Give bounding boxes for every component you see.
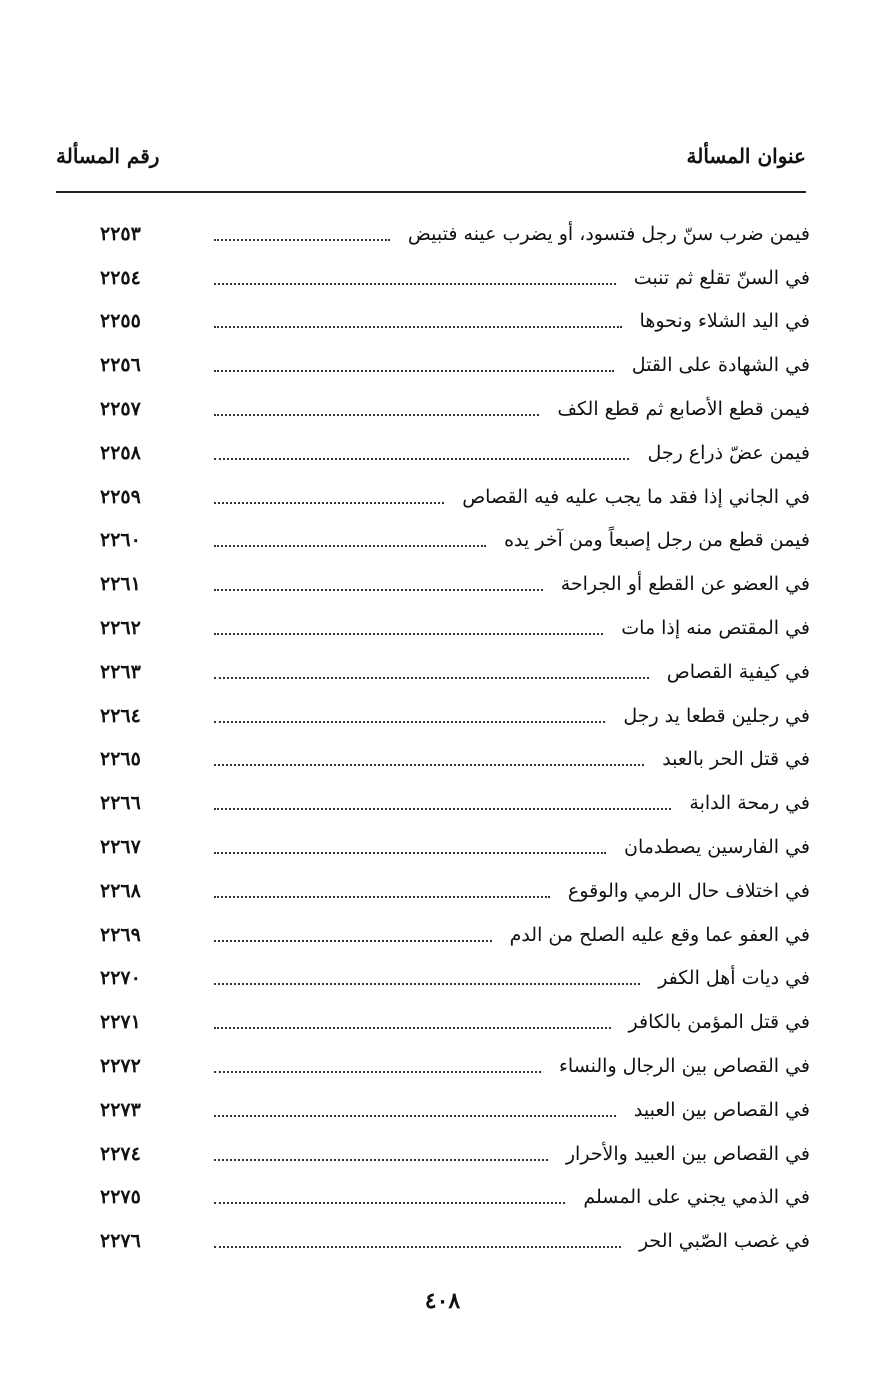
toc-row: [100, 1132, 810, 1176]
toc-row: [100, 1044, 810, 1088]
toc-entry-title: في القصاص بين الرجال والنساء: [558, 1055, 810, 1078]
title-column-header: عنوان المسألة: [686, 144, 806, 168]
toc-entry-title: فيمن عضّ ذراع رجل: [647, 441, 810, 464]
dot-leader: [214, 545, 486, 547]
toc-entry-number: ٢٢٦٧: [100, 836, 141, 859]
toc-row: [100, 869, 810, 913]
dot-leader: [214, 721, 605, 723]
toc-entry-title: في السنّ تقلع ثم تنبت: [633, 266, 810, 289]
toc-entry-number: ٢٢٥٦: [100, 354, 141, 377]
toc-entry-title: في العفو عما وقع عليه الصلح من الدم: [509, 923, 810, 946]
toc-entry-number: ٢٢٧٦: [100, 1230, 141, 1253]
toc-entry-number: ٢٢٧٣: [100, 1098, 141, 1121]
toc-entry-number: ٢٢٦٤: [100, 704, 141, 727]
toc-row: [100, 1088, 810, 1132]
dot-leader: [214, 1115, 616, 1117]
toc-entry-title: في غصب الصّبي الحر: [638, 1230, 810, 1253]
toc-row: [100, 343, 810, 387]
toc-row: [100, 256, 810, 300]
dot-leader: [214, 370, 614, 372]
dot-leader: [214, 633, 603, 635]
toc-entry-number: ٢٢٧٢: [100, 1055, 141, 1078]
toc-row: [100, 1000, 810, 1044]
toc-entry-number: ٢٢٦٥: [100, 748, 141, 771]
toc-row: [100, 694, 810, 738]
toc-entry-number: ٢٢٥٧: [100, 398, 141, 421]
toc-entry-number: ٢٢٧٥: [100, 1186, 141, 1209]
toc-row: [100, 300, 810, 344]
toc-entry-title: فيمن قطع من رجل إصبعاً ومن آخر يده: [504, 529, 810, 552]
dot-leader: [214, 896, 550, 898]
toc-entry-number: ٢٢٥٤: [100, 266, 141, 289]
toc-entry-title: في العضو عن القطع أو الجراحة: [560, 573, 810, 596]
toc-entry-number: ٢٢٧٠: [100, 967, 141, 990]
toc-row: [100, 431, 810, 475]
toc-row: [100, 562, 810, 606]
toc-row: [100, 475, 810, 519]
toc-entry-title: في اليد الشلاء ونحوها: [639, 310, 810, 333]
toc-entry-title: في رمحة الدابة: [689, 792, 810, 815]
toc-row: [100, 1176, 810, 1220]
dot-leader: [214, 502, 444, 504]
toc-row: [100, 519, 810, 563]
toc-entry-number: ٢٢٥٨: [100, 441, 141, 464]
toc-row: [100, 738, 810, 782]
toc-entry-title: في اختلاف حال الرمي والوقوع: [567, 879, 810, 902]
toc-entry-title: في الذمي يجني على المسلم: [583, 1186, 810, 1209]
toc-entry-title: في المقتص منه إذا مات: [621, 617, 810, 640]
toc-entry-title: في الفارسين يصطدمان: [623, 836, 810, 859]
toc-entry-title: فيمن قطع الأصابع ثم قطع الكف: [557, 398, 810, 421]
dot-leader: [214, 283, 616, 285]
toc-entry-title: في قتل المؤمن بالكافر: [628, 1011, 810, 1034]
dot-leader: [214, 239, 390, 241]
table-header: [56, 132, 806, 180]
toc-entry-number: ٢٢٧٤: [100, 1142, 141, 1165]
dot-leader: [214, 1159, 548, 1161]
dot-leader: [214, 983, 640, 985]
dot-leader: [214, 1071, 541, 1073]
dot-leader: [214, 677, 649, 679]
toc-row: [100, 1219, 810, 1263]
page-number: ٤٠٨: [424, 1288, 461, 1314]
toc-entry-number: ٢٢٥٩: [100, 485, 141, 508]
toc-entry-number: ٢٢٦١: [100, 573, 141, 596]
toc-entry-title: في كيفية القصاص: [666, 660, 810, 683]
toc-entry-number: ٢٢٦٣: [100, 660, 141, 683]
toc-entry-title: فيمن ضرب سنّ رجل فتسود، أو يضرب عينه فتبيض: [407, 222, 810, 245]
toc-row: [100, 387, 810, 431]
table-of-contents: [100, 212, 810, 1263]
dot-leader: [214, 1027, 611, 1029]
number-column-header: رقم المسألة: [56, 144, 160, 168]
dot-leader: [214, 326, 622, 328]
dot-leader: [214, 808, 671, 810]
dot-leader: [214, 458, 629, 460]
toc-entry-number: ٢٢٦٩: [100, 923, 141, 946]
toc-row: [100, 913, 810, 957]
dot-leader: [214, 1202, 565, 1204]
toc-row: [100, 606, 810, 650]
toc-entry-number: ٢٢٦٨: [100, 879, 141, 902]
dot-leader: [214, 940, 492, 942]
header-divider: [56, 191, 806, 193]
toc-entry-number: ٢٢٦٠: [100, 529, 141, 552]
toc-entry-title: في القصاص بين العبيد والأحرار: [565, 1142, 810, 1165]
toc-entry-title: في ديات أهل الكفر: [658, 967, 810, 990]
dot-leader: [214, 414, 539, 416]
toc-row: [100, 957, 810, 1001]
toc-row: [100, 825, 810, 869]
dot-leader: [214, 764, 644, 766]
toc-entry-number: ٢٢٦٦: [100, 792, 141, 815]
dot-leader: [214, 852, 606, 854]
toc-entry-number: ٢٢٥٣: [100, 222, 141, 245]
toc-entry-number: ٢٢٦٢: [100, 617, 141, 640]
dot-leader: [214, 589, 543, 591]
dot-leader: [214, 1246, 621, 1248]
toc-entry-title: في الجاني إذا فقد ما يجب عليه فيه القصاص: [462, 485, 810, 508]
toc-entry-title: في القصاص بين العبيد: [633, 1098, 810, 1121]
toc-row: [100, 212, 810, 256]
toc-entry-number: ٢٢٧١: [100, 1011, 141, 1034]
toc-row: [100, 650, 810, 694]
toc-entry-number: ٢٢٥٥: [100, 310, 141, 333]
toc-row: [100, 781, 810, 825]
toc-entry-title: في الشهادة على القتل: [631, 354, 810, 377]
toc-entry-title: في قتل الحر بالعبد: [662, 748, 810, 771]
toc-entry-title: في رجلين قطعا يد رجل: [623, 704, 810, 727]
